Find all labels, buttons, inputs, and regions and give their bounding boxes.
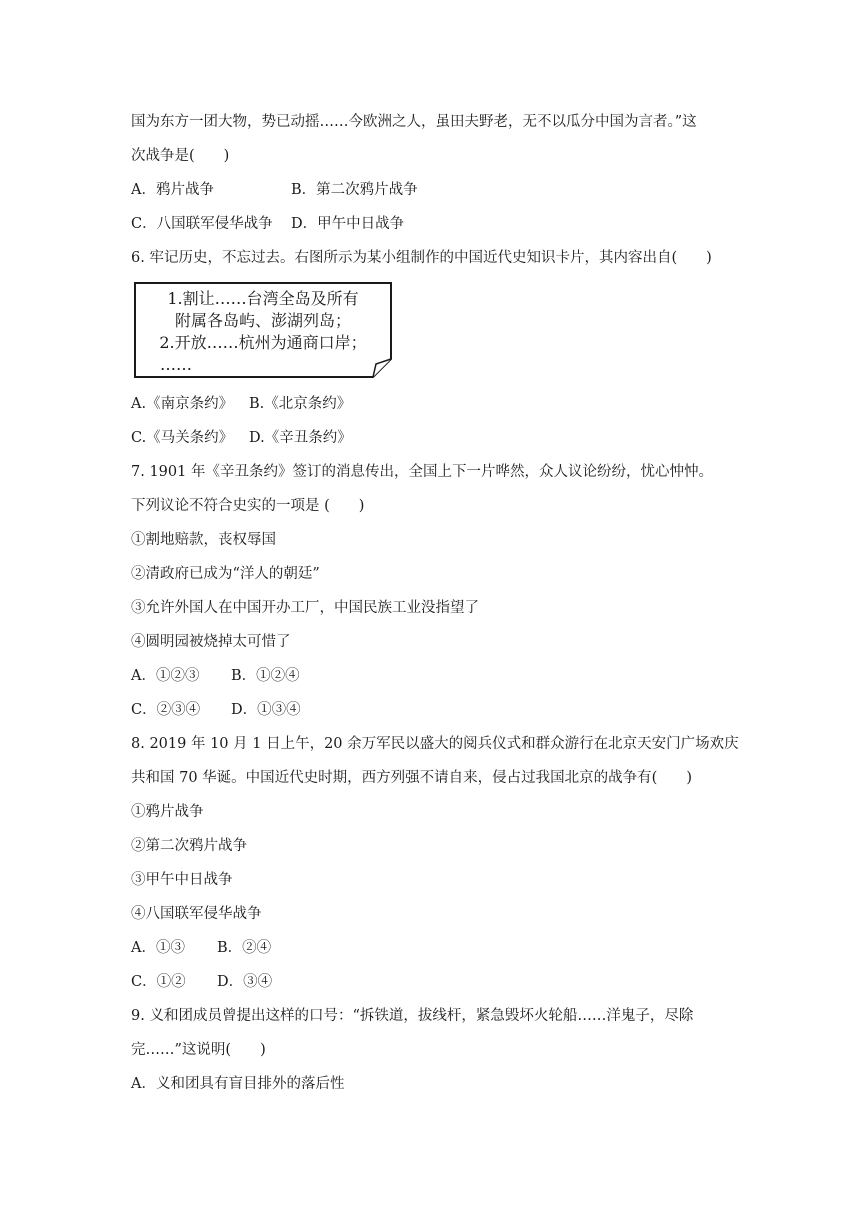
q5-option-c: C．八国联军侵华战争 [131, 216, 273, 232]
q7-stem-line2: 下列议论不符合史实的一项是 ( ) [131, 498, 365, 514]
q7-option-d: D．①③④ [231, 702, 301, 718]
q7-options-row1 [131, 666, 300, 686]
q8-option-d: D．③④ [217, 974, 273, 990]
q7-option-a: A．①②③ [131, 668, 200, 684]
q8-item-3: ③甲午中日战争 [131, 872, 233, 888]
q6-stem: 6. 牢记历史，不忘过去。右图所示为某小组制作的中国近代史知识卡片，其内容出自( ) [131, 250, 712, 266]
q7-stem-line1: 7. 1901 年《辛丑条约》签订的消息传出，全国上下一片哗然，众人议论纷纷，忧心忡忡。 [131, 464, 713, 480]
q5-options-row2 [131, 214, 404, 234]
q8-item-1: ①鸦片战争 [131, 804, 204, 820]
q8-option-c: C．①② [131, 974, 186, 990]
q5-option-a: A．鸦片战争 [131, 182, 214, 198]
q8-item-4: ④八国联军侵华战争 [131, 906, 262, 922]
card-line-4: …… [160, 355, 192, 374]
q6-options-row1 [131, 394, 351, 414]
q6-option-a: A.《南京条约》 [131, 396, 234, 412]
q6-options-row2 [131, 428, 352, 448]
q8-options-row2 [131, 972, 272, 992]
q5-option-d: D．甲午中日战争 [291, 216, 405, 232]
q8-option-a: A．①③ [131, 940, 185, 956]
q7-item-2: ②清政府已成为“洋人的朝廷” [131, 566, 320, 582]
q5-options-row1 [131, 180, 418, 200]
q8-option-b: B．②④ [217, 940, 272, 956]
knowledge-card [134, 282, 392, 378]
q7-item-3: ③允许外国人在中国开办工厂，中国民族工业没指望了 [131, 600, 479, 616]
q8-stem-line2: 共和国 70 华诞。中国近代史时期，西方列强不请自来，侵占过我国北京的战争有( ) [131, 770, 692, 786]
q9-stem-line1: 9. 义和团成员曾提出这样的口号：“拆铁道，拔线杆，紧急毁坏火轮船……洋鬼子，尽除 [131, 1008, 694, 1024]
q6-option-d: D.《辛丑条约》 [249, 430, 352, 446]
q7-item-4: ④圆明园被烧掉太可惜了 [131, 634, 291, 650]
q5-option-b: B．第二次鸦片战争 [291, 182, 418, 198]
q7-item-1: ①割地赔款，丧权辱国 [131, 532, 276, 548]
q8-options-row1 [131, 938, 271, 958]
card-line-3: 2.开放……杭州为通商口岸； [159, 333, 367, 352]
card-line-2: 附属各岛屿、澎湖列岛； [174, 311, 351, 330]
q7-option-b: B．①②④ [231, 668, 300, 684]
q5-stem-line2: 次战争是( ) [131, 148, 230, 164]
q6-option-c: C.《马关条约》 [131, 430, 234, 446]
q9-stem-line2: 完……”这说明( ) [131, 1042, 266, 1058]
card-line-1: 1.割让……台湾全岛及所有 [167, 289, 359, 308]
q8-item-2: ②第二次鸦片战争 [131, 838, 247, 854]
q8-stem-line1: 8. 2019 年 10 月 1 日上午，20 余万军民以盛大的阅兵仪式和群众游行在北京天安门广场欢庆 [131, 736, 739, 752]
q7-option-c: C．②③④ [131, 702, 201, 718]
q9-option-a: A．义和团具有盲目排外的落后性 [131, 1076, 345, 1092]
q6-option-b: B.《北京条约》 [249, 396, 352, 412]
q7-options-row2 [131, 700, 301, 720]
q5-stem-line1: 国为东方一团大物，势已动摇……今欧洲之人，虽田夫野老，无不以瓜分中国为言者。”这 [131, 114, 697, 130]
